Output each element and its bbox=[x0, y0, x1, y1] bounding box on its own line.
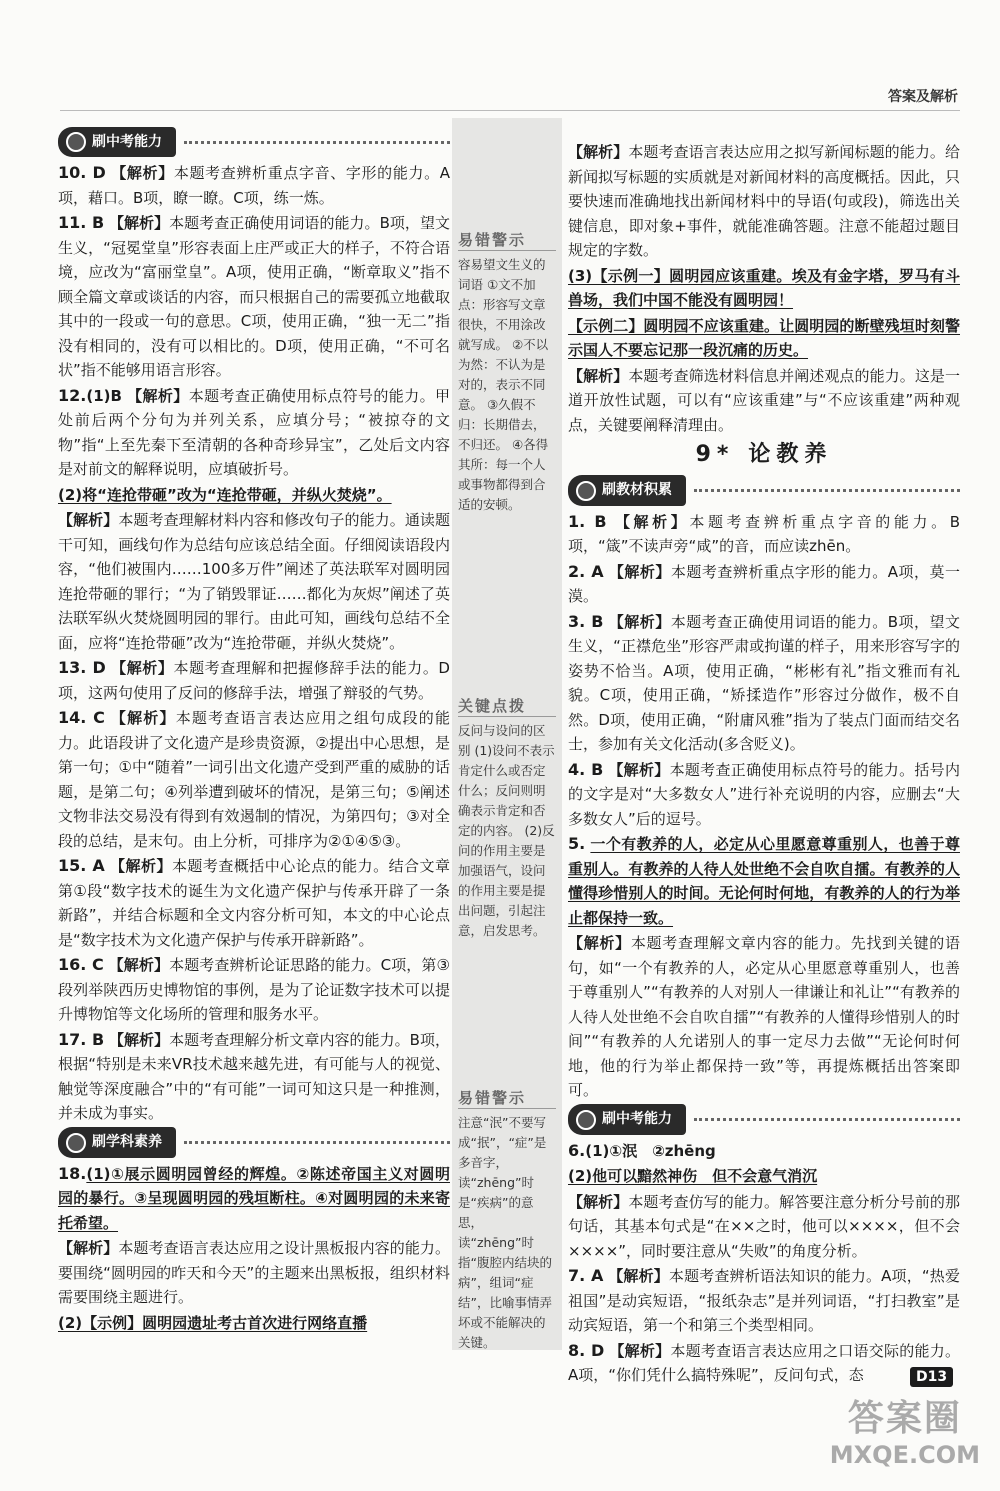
analysis-tag: 【解析】 bbox=[108, 214, 170, 232]
analysis-text: 本题考查语言表达应用之口语交际的能力。A项，“你们凭什么搞特殊呢”，反问句式，态 bbox=[568, 1341, 960, 1384]
answer-text: (1)①展示圆明园曾经的辉煌。②陈述帝国主义对圆明园的暴行。③呈现圆明园的残垣断柱。④对圆明园的未来寄托希望。 bbox=[58, 1164, 450, 1232]
note-text: 注意“泯”不要写成“抿”，“症”是多音字，读“zhēng”时是“疾病”的意思，读“zhēng”时指“腹腔内结块的病”，组词“症结”，比喻事情弄坏或不能解决的关键。 bbox=[458, 1115, 552, 1350]
analysis-tag: 【解析】 bbox=[111, 659, 174, 677]
section-header bbox=[568, 476, 960, 506]
answer-item bbox=[58, 854, 450, 952]
section-badge bbox=[568, 475, 686, 506]
analysis-text: 本题考查筛选材料信息并阐述观点的能力。这是一道开放性试题，可以有“应该重建”与“不应该重建”两种观点，关键要阐释清理由。 bbox=[568, 366, 960, 434]
answer-text: 一个有教养的人，必定从心里愿意尊重别人，也善于尊重别人。有教养的人待人处世绝不会自吹自擂。有教养的人懂得珍惜别人的时间。无论何时何地，有教养的人的行为举止都保持一致。 bbox=[568, 835, 960, 927]
item-number: 18. bbox=[58, 1163, 87, 1183]
analysis-tag: 【解析】 bbox=[568, 1192, 629, 1211]
divider bbox=[694, 489, 960, 492]
item-number: 6. bbox=[568, 1140, 586, 1160]
header-title: 答案及解析 bbox=[888, 89, 958, 105]
analysis-text: 本题考查辨析论证思路的能力。C项，第③段列举陕西历史博物馆的事例，是为了论证数字技术可以提升博物馆等文化场所的管理和服务水平。 bbox=[58, 956, 450, 1023]
analysis-text: 本题考查辨析重点字音的能力。B项，“箴”不读声旁“咸”的音，而应读zhēn。 bbox=[568, 512, 960, 555]
section-label: 刷学科素养 bbox=[92, 1134, 162, 1151]
divider bbox=[184, 1141, 450, 1144]
analysis-tag: 【解析】 bbox=[108, 956, 170, 974]
section-header bbox=[58, 1128, 450, 1158]
divider bbox=[694, 1118, 960, 1121]
section-label: 刷中考能力 bbox=[602, 1111, 672, 1128]
answer-item bbox=[568, 1264, 960, 1338]
answer-item bbox=[568, 510, 960, 559]
divider bbox=[184, 141, 450, 144]
analysis-text: 本题考查正确使用词语的能力。B项，望文生义，“冠冕堂皇”形容表面上庄严或正大的样子，不符合语境，应改为“富丽堂皇”。A项，使用正确，“断章取义”指不顾全篇文章或谈话的内容，而只根据自己的需要孤立地截取其中的一段或一句的意思。C项，使用正确，“独一无二”指没有相同的，没有可以相比的。D项，使用正确，“不可名状”指不能够用语言形容。 bbox=[58, 214, 450, 379]
note-title: 易错警示 bbox=[458, 230, 556, 251]
answer-text: (2)将“连抢带砸”改为“连抢带砸，并纵火焚烧”。 bbox=[58, 485, 392, 504]
item-number: 1. B bbox=[568, 511, 607, 531]
watermark-url: MXQE.COM bbox=[829, 1441, 980, 1469]
analysis bbox=[58, 1236, 450, 1310]
left-column bbox=[58, 125, 450, 1336]
watermark-logo: 答案圈 bbox=[847, 1398, 962, 1439]
badge-icon bbox=[576, 481, 596, 501]
answer-item bbox=[568, 758, 960, 832]
analysis-text: 本题考查理解分析文章内容的能力。B项，根据“特别是未来VR技术越来越先进，有可能与人的视觉、触觉等深度融合”中的“有可能”一词可知这只是一种推测，并未成为事实。 bbox=[58, 1030, 450, 1122]
analysis-text: 本题考查仿写的能力。解答要注意分析分号前的那句话，其基本句式是“在××之时，他可以××××，但不会××××”，同时要注意从“失败”的角度分析。 bbox=[568, 1192, 960, 1260]
answer-item bbox=[568, 560, 960, 609]
section-label: 刷教材积累 bbox=[602, 482, 672, 499]
item-number: 15. A bbox=[58, 856, 105, 875]
analysis-text: 本题考查辨析重点字音、字形的能力。A项，藉口。B项，瞭一瞭。C项，练一炼。 bbox=[58, 164, 450, 207]
analysis-tag: 【解析】 bbox=[58, 1239, 119, 1257]
analysis-text: 本题考查理解材料内容和修改句子的能力。通读题干可知，画线句作为总结句应该总结全面。仔细阅读语段内容，“他们被围内……100多万件”阐述了英法联军对圆明园连抢带砸的罪行；“为了销毁罪证……都化为灰烬”阐述了英法联军纵火焚烧圆明园的罪行。由此可知，画线句总结不全面，应将“连抢带砸”改为“连抢带砸，并纵火焚烧”。 bbox=[58, 511, 450, 652]
answer-text: (2)他可以黯然神伤 但不会意气消沉 bbox=[568, 1167, 818, 1185]
answer-text: (1)B bbox=[86, 386, 122, 405]
analysis-tag: 【解析】 bbox=[568, 366, 629, 385]
analysis bbox=[568, 931, 960, 1103]
item-number: 3. B bbox=[568, 611, 604, 631]
analysis-text: 本题考查语言表达应用之拟写新闻标题的能力。给新闻拟写标题的实质就是对新闻材料的高度概括。因此，只要快速而准确地找出新闻材料中的导语(句或段)，筛选出关键信息，即对象+事件，就能准确答题。注意不能超过题目规定的字数。 bbox=[568, 143, 960, 259]
item-number: 2. A bbox=[568, 561, 604, 581]
badge-icon bbox=[576, 1110, 596, 1130]
analysis bbox=[58, 508, 450, 655]
note-box bbox=[452, 696, 562, 941]
answer-text: (3)【示例一】圆明园应该重建。埃及有金字塔，罗马有斗兽场，我们中国不能没有圆明园！ bbox=[568, 266, 960, 309]
right-column bbox=[568, 140, 960, 1389]
page-number: D13 bbox=[910, 1367, 953, 1387]
section-badge bbox=[58, 1127, 176, 1158]
lesson-number: 9* bbox=[695, 442, 735, 467]
item-number: 16. C bbox=[58, 955, 104, 974]
analysis-text: 本题考查概括中心论点的能力。结合文章第①段“数字技术的诞生为文化遗产保护与传承开辟了一条新路”，并结合标题和全文内容分析可知，本文的中心论点是“数字技术为文化遗产保护与传承开辟新路”。 bbox=[58, 857, 450, 949]
analysis bbox=[568, 1190, 960, 1264]
analysis-tag: 【解析】 bbox=[568, 143, 629, 161]
item-number: 8. D bbox=[568, 1340, 605, 1360]
answer-item bbox=[58, 161, 450, 210]
analysis-tag: 【解析】 bbox=[608, 562, 671, 581]
analysis-tag: 【解析】 bbox=[608, 1267, 669, 1285]
analysis bbox=[568, 364, 960, 438]
answer-item bbox=[58, 656, 450, 705]
lesson-title bbox=[568, 443, 960, 468]
answer-text: 【示例二】圆明园不应该重建。让圆明园的断壁残垣时刻警示国人不要忘记那一段沉痛的历史。 bbox=[568, 316, 960, 359]
analysis-tag: 【解析】 bbox=[608, 760, 670, 779]
analysis-tag: 【解析】 bbox=[108, 1030, 170, 1049]
analysis-text: 本题考查正确使用词语的能力。B项，望文生义，“正襟危坐”形容严肃或拘谨的样子，用来形容写字的姿势不恰当。A项，使用正确，“彬彬有礼”指文雅而有礼貌。C项，使用正确，“矫揉造作”形容过分做作，极不自然。D项，使用正确，“附庸风雅”指为了装点门面而结交名士，参加有关文化活动(多含贬义)。 bbox=[568, 612, 960, 753]
answer-item bbox=[568, 1339, 960, 1388]
badge-icon bbox=[66, 132, 86, 152]
analysis-text: 本题考查理解文章内容的能力。先找到关键的语句，如“一个有教养的人，必定从心里愿意尊重别人，也善于尊重别人”“有教养的人对别人一律谦让和礼让”“有教养的人待人处世绝不会自吹自擂”“有教养的人懂得珍惜别人的时间”“有教养的人允诺别人的事一定尽力去做”“无论何时何地，他的行为举止都保持一致”等，再提炼概括出答案即可。 bbox=[568, 934, 960, 1099]
watermark bbox=[830, 1390, 980, 1469]
analysis-tag: 【解析】 bbox=[110, 857, 172, 875]
header-rule bbox=[60, 110, 960, 111]
item-number: 13. D bbox=[58, 658, 106, 677]
section-badge bbox=[568, 1104, 686, 1135]
item-number: 14. C bbox=[58, 708, 105, 727]
item-number: 5. bbox=[568, 834, 586, 853]
answer-item bbox=[568, 610, 960, 757]
section-badge bbox=[58, 127, 176, 158]
analysis-tag: 【解析】 bbox=[608, 612, 671, 631]
note-text: 容易望文生义的词语 ①文不加点：形容写文章很快，不用涂改就写成。 ②不以为然：不认为是对的，表示不同意。 ③久假不归：长期借去，不归还。 ④各得其所：每一个人或事物都得到合适的安顿。 bbox=[458, 257, 549, 512]
analysis-tag: 【解析】 bbox=[110, 709, 176, 727]
analysis bbox=[568, 140, 960, 263]
note-box bbox=[452, 230, 562, 515]
answer-item bbox=[58, 953, 450, 1027]
answer-item bbox=[568, 1139, 960, 1164]
analysis-tag: 【解析】 bbox=[614, 512, 690, 531]
sidebar-notes bbox=[452, 118, 562, 1350]
analysis-text: 本题考查正确使用标点符号的能力。甲处前后两个分句为并列关系，应填分号；“被掠夺的文物”指“上至先秦下至清朝的各种奇珍异宝”，乙处后文内容是对前文的解释说明，应填破折号。 bbox=[58, 386, 450, 478]
item-number: 12. bbox=[58, 385, 87, 405]
item-number: 11. B bbox=[58, 213, 105, 232]
answer-item bbox=[58, 706, 450, 853]
analysis-text: 本题考查辨析语法知识的能力。A项，“热爱祖国”是动宾短语，“报纸杂志”是并列词语，“打扫教室”是动宾短语，第一个和第三个类型相同。 bbox=[568, 1267, 960, 1334]
note-title: 易错警示 bbox=[458, 1088, 556, 1109]
answer-text: (1)①泯 ②zhēng bbox=[585, 1141, 716, 1160]
note-text: 反问与设问的区别 (1)设问不表示肯定什么或否定什么；反问则明确表示肯定和否定的内容。 (2)反问的作用主要是加强语气，设问的作用主要是提出问题，引起注意，启发思考。 bbox=[458, 723, 555, 938]
answer-item bbox=[58, 211, 450, 383]
analysis-text: 本题考查理解和把握修辞手法的能力。D项，这两句使用了反问的修辞手法，增强了辩驳的气势。 bbox=[58, 659, 450, 702]
item-number: 17. B bbox=[58, 1029, 105, 1049]
section-header bbox=[58, 127, 450, 157]
analysis-text: 本题考查语言表达应用之设计黑板报内容的能力。要围绕“圆明园的昨天和今天”的主题来出黑板报，组织材料需要围绕主题进行。 bbox=[58, 1239, 450, 1306]
answer-item bbox=[58, 1028, 450, 1126]
analysis-tag: 【解析】 bbox=[127, 386, 189, 405]
analysis-text: 本题考查正确使用标点符号的能力。括号内的文字是对“大多数女人”进行补充说明的内容，应删去“大多数女人”后的逗号。 bbox=[568, 760, 960, 828]
analysis-tag: 【解析】 bbox=[58, 511, 119, 529]
answer-text: (2)【示例】圆明园遗址考古首次进行网络直播 bbox=[58, 1313, 368, 1332]
analysis-tag: 【解析】 bbox=[609, 1341, 671, 1360]
section-header bbox=[568, 1105, 960, 1135]
analysis-text: 本题考查语言表达应用之组句成段的能力。此语段讲了文化遗产是珍贵资源，②提出中心思想，是第一句；①中“随着”一词引出文化遗产受到严重的威胁的话题，是第二句；④列举遭到破坏的情况，是第三句；⑤阐述文物非法交易没有得到有效遏制的情况，为第四句；③对全段的总结，是末句。由上分析，可排序为②①④⑤③。 bbox=[58, 709, 450, 850]
badge-icon bbox=[66, 1133, 86, 1153]
answer-item bbox=[568, 832, 960, 930]
item-number: 10. D bbox=[58, 163, 106, 182]
item-number: 7. A bbox=[568, 1266, 604, 1285]
analysis-tag: 【解析】 bbox=[568, 934, 631, 952]
analysis-text: 本题考查辨析重点字形的能力。A项，莫一漠。 bbox=[568, 562, 960, 605]
item-number: 4. B bbox=[568, 759, 604, 779]
section-label: 刷中考能力 bbox=[92, 133, 162, 150]
answer-item bbox=[58, 384, 450, 482]
lesson-name: 论教养 bbox=[748, 442, 833, 467]
analysis-tag: 【解析】 bbox=[111, 164, 174, 182]
note-title: 关键点拨 bbox=[458, 696, 556, 717]
note-box bbox=[452, 1088, 562, 1353]
answer-item bbox=[58, 1162, 450, 1236]
